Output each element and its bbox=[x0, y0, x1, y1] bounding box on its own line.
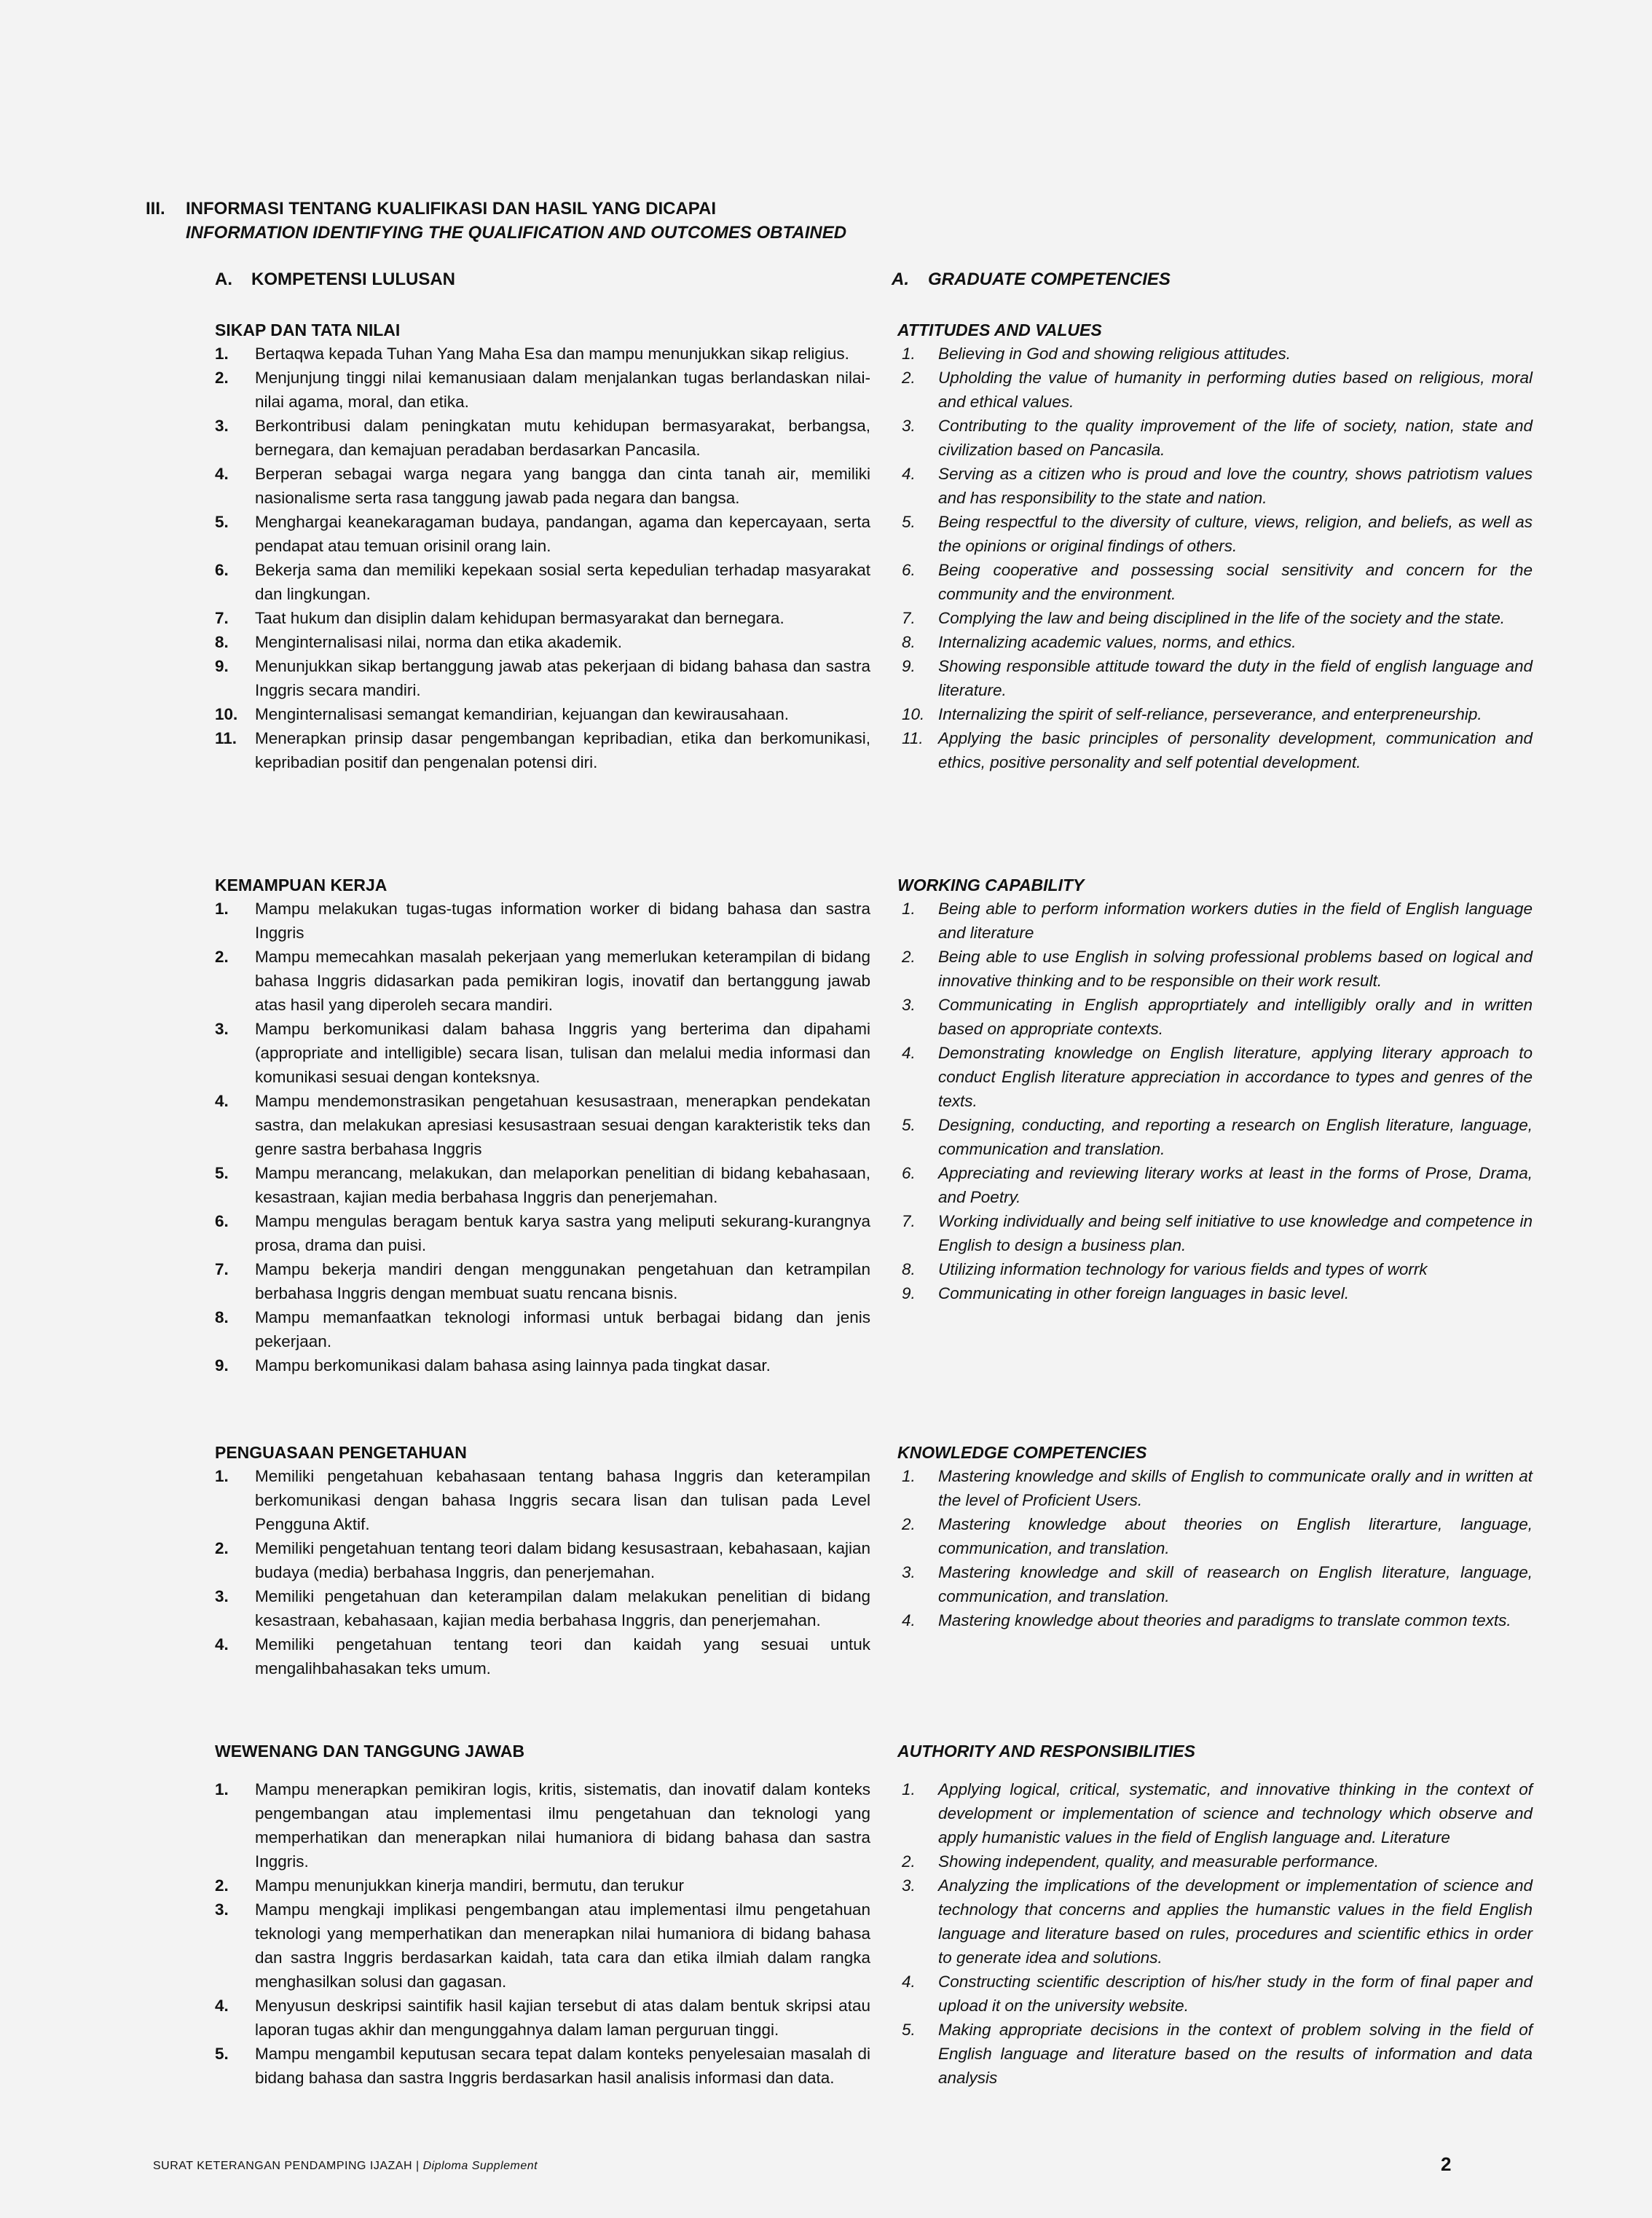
item-text: Memiliki pengetahuan dan keterampilan dalam melakukan penelitian di bidang kesastraan, kebahasaan, kajian media berbahasa Inggris, dan penerjemahan. bbox=[255, 1587, 870, 1629]
item-number: 2. bbox=[902, 369, 916, 387]
working-list bbox=[897, 897, 1533, 1305]
item-number: 5. bbox=[902, 513, 916, 531]
item-number: 4. bbox=[902, 1611, 916, 1629]
authority-title: AUTHORITY AND RESPONSIBILITIES bbox=[897, 1742, 1195, 1761]
item-text: Mampu bekerja mandiri dengan menggunakan pengetahuan dan ketrampilan berbahasa Inggris dengan membuat suatu rencana bisnis. bbox=[255, 1260, 870, 1302]
item-number: 9. bbox=[215, 657, 229, 675]
attitudes-title: ATTITUDES AND VALUES bbox=[897, 320, 1102, 339]
list-item bbox=[215, 510, 870, 558]
list-item bbox=[215, 1536, 870, 1584]
list-item bbox=[215, 1584, 870, 1632]
item-number: 5. bbox=[215, 1164, 229, 1182]
item-text: Working individually and being self initiative to use knowledge and competence in English to design a business plan. bbox=[938, 1212, 1533, 1254]
item-text: Contributing to the quality improvement of the life of society, nation, state and civilization based on Pancasila. bbox=[938, 417, 1533, 459]
item-number: 5. bbox=[902, 1116, 916, 1134]
item-text: Mampu mengulas beragam bentuk karya sastra yang meliputi sekurang-kurangnya prosa, drama dan puisi. bbox=[255, 1212, 870, 1254]
item-text: Utilizing information technology for various fields and types of worrk bbox=[938, 1260, 1428, 1278]
list-item bbox=[215, 558, 870, 606]
list-item bbox=[215, 1161, 870, 1209]
item-text: Menjunjung tinggi nilai kemanusiaan dalam menjalankan tugas berlandaskan nilai-nilai agama, moral, dan etika. bbox=[255, 369, 870, 411]
item-number: 6. bbox=[902, 1164, 916, 1182]
item-number: 4. bbox=[902, 1044, 916, 1062]
kemampuan-list bbox=[215, 897, 870, 1377]
item-text: Upholding the value of humanity in performing duties based on religious, moral and ethical values. bbox=[938, 369, 1533, 411]
item-number: 1. bbox=[902, 345, 916, 363]
item-number: 1. bbox=[215, 1467, 229, 1485]
attitudes-section bbox=[897, 318, 1533, 774]
list-item bbox=[897, 2018, 1533, 2090]
item-text: Mampu merancang, melakukan, dan melaporkan penelitian di bidang kebahasaan, kesastraan, kajian media berbahasa Inggris dan penerjemahan. bbox=[255, 1164, 870, 1206]
list-item bbox=[215, 366, 870, 414]
item-text: Analyzing the implications of the development or implementation of science and technology that concerns and applies the humanstic values in the field English language and literature based on rules, procedures and scientific ethics in order to generate idea and solutions. bbox=[938, 1876, 1533, 1967]
page-number: 2 bbox=[1441, 2153, 1452, 2175]
list-item bbox=[215, 1257, 870, 1305]
list-item bbox=[897, 558, 1533, 606]
list-item bbox=[897, 366, 1533, 414]
list-item bbox=[215, 654, 870, 702]
item-number: 2. bbox=[215, 1539, 229, 1557]
list-item bbox=[897, 1560, 1533, 1608]
item-text: Memiliki pengetahuan tentang teori dalam bidang kesusastraan, kebahasaan, kajian budaya (media) berbahasa Inggris, dan penerjemahan. bbox=[255, 1539, 870, 1581]
item-text: Mampu mengkaji implikasi pengembangan atau implementasi ilmu pengetahuan teknologi yang memperhatikan dan menerapkan nilai humaniora di bidang bahasa dan sastra Inggris berdasarkan kaidah, tata cara dan etika ilmiah dalam rangka menghasilkan solusi dan gagasan. bbox=[255, 1900, 870, 1991]
list-item bbox=[897, 606, 1533, 630]
right-heading-text: GRADUATE COMPETENCIES bbox=[928, 270, 1171, 289]
list-item bbox=[897, 1873, 1533, 1970]
item-number: 9. bbox=[902, 657, 916, 675]
list-item bbox=[897, 510, 1533, 558]
item-number: 4. bbox=[215, 1997, 229, 2015]
pengetahuan-list bbox=[215, 1464, 870, 1680]
item-number: 5. bbox=[215, 2045, 229, 2063]
item-number: 1. bbox=[902, 1467, 916, 1485]
list-item bbox=[215, 1353, 870, 1377]
section-number: III. bbox=[146, 199, 165, 219]
item-number: 5. bbox=[902, 2021, 916, 2039]
list-item bbox=[897, 630, 1533, 654]
wewenang-title: WEWENANG DAN TANGGUNG JAWAB bbox=[215, 1742, 525, 1761]
item-text: Mampu menunjukkan kinerja mandiri, bermutu, dan terukur bbox=[255, 1876, 685, 1895]
list-item bbox=[897, 1777, 1533, 1849]
item-text: Showing responsible attitude toward the duty in the field of english language and literature. bbox=[938, 657, 1533, 699]
list-item bbox=[215, 630, 870, 654]
item-text: Showing independent, quality, and measurable performance. bbox=[938, 1852, 1379, 1871]
item-number: 5. bbox=[215, 513, 229, 531]
item-number: 3. bbox=[215, 417, 229, 435]
item-text: Applying logical, critical, systematic, and innovative thinking in the context of development or implementation of science and technology which observe and apply humanistic values in the field of English language and. Literature bbox=[938, 1780, 1533, 1847]
right-column-heading bbox=[892, 270, 1171, 290]
list-item bbox=[215, 1873, 870, 1898]
list-item bbox=[215, 1632, 870, 1680]
item-number: 10. bbox=[902, 705, 925, 723]
list-item bbox=[215, 945, 870, 1017]
item-number: 3. bbox=[902, 417, 916, 435]
list-item bbox=[897, 462, 1533, 510]
item-text: Menunjukkan sikap bertanggung jawab atas pekerjaan di bidang bahasa dan sastra Inggris secara mandiri. bbox=[255, 657, 870, 699]
list-item bbox=[897, 1281, 1533, 1305]
kemampuan-section bbox=[215, 873, 870, 1377]
footer bbox=[153, 2160, 538, 2173]
item-text: Applying the basic principles of personality development, communication and ethics, positive personality and self potential development. bbox=[938, 729, 1533, 771]
list-item bbox=[215, 414, 870, 462]
list-item bbox=[897, 1257, 1533, 1281]
item-text: Complying the law and being disciplined in the life of the society and the state. bbox=[938, 609, 1505, 627]
item-text: Communicating in English approprtiately and intelligibly orally and in written based on appropriate contexts. bbox=[938, 996, 1533, 1038]
item-number: 9. bbox=[215, 1356, 229, 1375]
item-number: 3. bbox=[215, 1020, 229, 1038]
item-number: 1. bbox=[215, 900, 229, 918]
item-number: 1. bbox=[215, 1780, 229, 1798]
knowledge-title: KNOWLEDGE COMPETENCIES bbox=[897, 1443, 1147, 1462]
list-item bbox=[215, 342, 870, 366]
list-item bbox=[897, 1970, 1533, 2018]
item-number: 1. bbox=[902, 1780, 916, 1798]
item-text: Designing, conducting, and reporting a research on English literature, language, communication and translation. bbox=[938, 1116, 1533, 1158]
item-number: 3. bbox=[215, 1900, 229, 1919]
list-item bbox=[897, 1512, 1533, 1560]
item-number: 7. bbox=[215, 1260, 229, 1278]
section-title-en: INFORMATION IDENTIFYING THE QUALIFICATION AND OUTCOMES OBTAINED bbox=[186, 223, 847, 243]
item-number: 2. bbox=[902, 948, 916, 966]
list-item bbox=[215, 462, 870, 510]
item-text: Mampu memecahkan masalah pekerjaan yang memerlukan keterampilan di bidang bahasa Inggris didasarkan pada pemikiran logis, inovatif dan bertanggung jawab atas hasil yang diperoleh secara mandiri. bbox=[255, 948, 870, 1014]
item-text: Menginternalisasi semangat kemandirian, kejuangan dan kewirausahaan. bbox=[255, 705, 789, 723]
list-item bbox=[897, 342, 1533, 366]
left-column-heading bbox=[215, 270, 455, 290]
right-heading-letter: A. bbox=[892, 270, 909, 289]
item-number: 9. bbox=[902, 1284, 916, 1302]
item-text: Taat hukum dan disiplin dalam kehidupan bermasyarakat dan bernegara. bbox=[255, 609, 784, 627]
item-number: 4. bbox=[215, 1092, 229, 1110]
list-item bbox=[897, 1041, 1533, 1113]
item-text: Mampu berkomunikasi dalam bahasa Inggris yang berterima dan dipahami (appropriate and intelligible) secara lisan, tulisan dan melalui media informasi dan komunikasi sesuai dengan konteksnya. bbox=[255, 1020, 870, 1086]
list-item bbox=[897, 1608, 1533, 1632]
list-item bbox=[215, 1464, 870, 1536]
section-title-id: INFORMASI TENTANG KUALIFIKASI DAN HASIL YANG DICAPAI bbox=[186, 199, 717, 219]
list-item bbox=[215, 1017, 870, 1089]
list-item bbox=[897, 1209, 1533, 1257]
item-number: 2. bbox=[215, 369, 229, 387]
item-text: Menerapkan prinsip dasar pengembangan kepribadian, etika dan berkomunikasi, kepribadian positif dan pengenalan potensi diri. bbox=[255, 729, 870, 771]
list-item bbox=[215, 897, 870, 945]
list-item bbox=[215, 606, 870, 630]
item-text: Mampu mendemonstrasikan pengetahuan kesusastraan, menerapkan pendekatan sastra, dan melakukan apresiasi kesusastraan sesuai dengan karakteristik teks dan genre sastra berbahasa Inggris bbox=[255, 1092, 870, 1158]
item-number: 8. bbox=[215, 633, 229, 651]
item-text: Menginternalisasi nilai, norma dan etika akademik. bbox=[255, 633, 623, 651]
footer-text: SURAT KETERANGAN PENDAMPING IJAZAH | bbox=[153, 2160, 423, 2172]
item-number: 2. bbox=[215, 1876, 229, 1895]
list-item bbox=[897, 1113, 1533, 1161]
list-item bbox=[215, 2042, 870, 2090]
item-text: Bekerja sama dan memiliki kepekaan sosial serta kepedulian terhadap masyarakat dan lingkungan. bbox=[255, 561, 870, 603]
item-text: Believing in God and showing religious attitudes. bbox=[938, 345, 1291, 363]
item-number: 4. bbox=[902, 1973, 916, 1991]
item-text: Mastering knowledge about theories on English literarture, language, communication, and translation. bbox=[938, 1515, 1533, 1557]
item-number: 2. bbox=[902, 1852, 916, 1871]
item-text: Demonstrating knowledge on English literature, applying literary approach to conduct English literature appreciation in accordance to types and genres of the texts. bbox=[938, 1044, 1533, 1110]
list-item bbox=[897, 1849, 1533, 1873]
list-item bbox=[215, 1089, 870, 1161]
item-number: 8. bbox=[215, 1308, 229, 1326]
item-number: 7. bbox=[902, 609, 916, 627]
item-number: 6. bbox=[215, 561, 229, 579]
item-text: Serving as a citizen who is proud and love the country, shows patriotism values and has responsibility to the state and nation. bbox=[938, 465, 1533, 507]
item-text: Bertaqwa kepada Tuhan Yang Maha Esa dan mampu menunjukkan sikap religius. bbox=[255, 345, 849, 363]
item-number: 2. bbox=[215, 948, 229, 966]
item-number: 3. bbox=[215, 1587, 229, 1605]
item-text: Memiliki pengetahuan kebahasaan tentang bahasa Inggris dan keterampilan berkomunikasi dengan bahasa Inggris secara lisan dan tulisan pada Level Pengguna Aktif. bbox=[255, 1467, 870, 1533]
working-title: WORKING CAPABILITY bbox=[897, 876, 1085, 894]
list-item bbox=[215, 1209, 870, 1257]
list-item bbox=[897, 897, 1533, 945]
item-text: Internalizing academic values, norms, and ethics. bbox=[938, 633, 1297, 651]
item-number: 2. bbox=[902, 1515, 916, 1533]
item-number: 1. bbox=[215, 345, 229, 363]
item-number: 8. bbox=[902, 633, 916, 651]
item-text: Constructing scientific description of his/her study in the form of final paper and upload it on the university website. bbox=[938, 1973, 1533, 2015]
item-number: 3. bbox=[902, 1563, 916, 1581]
list-item bbox=[897, 702, 1533, 726]
item-number: 8. bbox=[902, 1260, 916, 1278]
item-number: 11. bbox=[215, 729, 237, 747]
item-text: Memiliki pengetahuan tentang teori dan kaidah yang sesuai untuk mengalihbahasakan teks umum. bbox=[255, 1635, 870, 1678]
item-text: Being able to use English in solving professional problems based on logical and innovative thinking and to be responsible on their work result. bbox=[938, 948, 1533, 990]
pengetahuan-title: PENGUASAAN PENGETAHUAN bbox=[215, 1443, 467, 1462]
item-number: 3. bbox=[902, 996, 916, 1014]
list-item bbox=[215, 1777, 870, 1873]
list-item bbox=[215, 726, 870, 774]
attitudes-list bbox=[897, 342, 1533, 774]
list-item bbox=[897, 1464, 1533, 1512]
item-text: Being able to perform information workers duties in the field of English language and literature bbox=[938, 900, 1533, 942]
pengetahuan-section bbox=[215, 1441, 870, 1680]
footer-text-en: Diploma Supplement bbox=[422, 2160, 538, 2172]
list-item bbox=[215, 1994, 870, 2042]
list-item bbox=[897, 726, 1533, 774]
authority-section bbox=[897, 1739, 1533, 2090]
item-number: 4. bbox=[215, 465, 229, 483]
item-text: Being cooperative and possessing social sensitivity and concern for the community and the environment. bbox=[938, 561, 1533, 603]
list-item bbox=[215, 1898, 870, 1994]
knowledge-list bbox=[897, 1464, 1533, 1632]
item-text: Mampu memanfaatkan teknologi informasi untuk berbagai bidang dan jenis pekerjaan. bbox=[255, 1308, 870, 1350]
item-number: 3. bbox=[902, 1876, 916, 1895]
list-item bbox=[897, 993, 1533, 1041]
item-text: Internalizing the spirit of self-reliance, perseverance, and enterpreneurship. bbox=[938, 705, 1482, 723]
wewenang-list bbox=[215, 1777, 870, 2090]
list-item bbox=[215, 702, 870, 726]
sikap-section bbox=[215, 318, 870, 774]
sikap-list bbox=[215, 342, 870, 774]
left-heading-text: KOMPETENSI LULUSAN bbox=[251, 270, 456, 289]
wewenang-section bbox=[215, 1739, 870, 2090]
working-section bbox=[897, 873, 1533, 1305]
item-text: Berperan sebagai warga negara yang bangga dan cinta tanah air, memiliki nasionalisme serta rasa tanggung jawab pada negara dan bangsa. bbox=[255, 465, 870, 507]
item-number: 1. bbox=[902, 900, 916, 918]
item-text: Communicating in other foreign languages in basic level. bbox=[938, 1284, 1350, 1302]
item-number: 4. bbox=[215, 1635, 229, 1653]
item-text: Mampu melakukan tugas-tugas information worker di bidang bahasa dan sastra Inggris bbox=[255, 900, 870, 942]
sikap-title: SIKAP DAN TATA NILAI bbox=[215, 320, 401, 339]
item-text: Mampu berkomunikasi dalam bahasa asing lainnya pada tingkat dasar. bbox=[255, 1356, 771, 1375]
item-text: Making appropriate decisions in the context of problem solving in the field of English language and literature based on the results of information and data analysis bbox=[938, 2021, 1533, 2087]
knowledge-section bbox=[897, 1441, 1533, 1632]
item-text: Berkontribusi dalam peningkatan mutu kehidupan bermasyarakat, berbangsa, bernegara, dan kemajuan peradaban berdasarkan Pancasila. bbox=[255, 417, 870, 459]
item-text: Mampu menerapkan pemikiran logis, kritis, sistematis, dan inovatif dalam konteks pengembangan atau implementasi ilmu pengetahuan dan teknologi yang memperhatikan dan menerapkan nilai humaniora di bidang bahasa dan sastra Inggris. bbox=[255, 1780, 870, 1871]
item-number: 6. bbox=[215, 1212, 229, 1230]
item-number: 7. bbox=[215, 609, 229, 627]
list-item bbox=[897, 414, 1533, 462]
item-text: Mastering knowledge and skills of English to communicate orally and in written at the level of Proficient Users. bbox=[938, 1467, 1533, 1509]
item-text: Menghargai keanekaragaman budaya, pandangan, agama dan kepercayaan, serta pendapat atau temuan orisinil orang lain. bbox=[255, 513, 870, 555]
list-item bbox=[897, 945, 1533, 993]
item-number: 10. bbox=[215, 705, 238, 723]
item-text: Being respectful to the diversity of culture, views, religion, and beliefs, as well as the opinions or original findings of others. bbox=[938, 513, 1533, 555]
item-number: 7. bbox=[902, 1212, 916, 1230]
item-number: 6. bbox=[902, 561, 916, 579]
item-number: 11. bbox=[902, 729, 924, 747]
item-text: Mampu mengambil keputusan secara tepat dalam konteks penyelesaian masalah di bidang bahasa dan sastra Inggris berdasarkan hasil analisis informasi dan data. bbox=[255, 2045, 870, 2087]
item-text: Menyusun deskripsi saintifik hasil kajian tersebut di atas dalam bentuk skripsi atau laporan tugas akhir dan mengunggahnya dalam laman perguruan tinggi. bbox=[255, 1997, 870, 2039]
item-text: Mastering knowledge and skill of reasearch on English literature, language, communication, and translation. bbox=[938, 1563, 1533, 1605]
left-heading-letter: A. bbox=[215, 270, 232, 289]
list-item bbox=[215, 1305, 870, 1353]
item-text: Appreciating and reviewing literary works at least in the forms of Prose, Drama, and Poetry. bbox=[938, 1164, 1533, 1206]
authority-list bbox=[897, 1777, 1533, 2090]
item-number: 4. bbox=[902, 465, 916, 483]
item-text: Mastering knowledge about theories and paradigms to translate common texts. bbox=[938, 1611, 1511, 1629]
list-item bbox=[897, 1161, 1533, 1209]
kemampuan-title: KEMAMPUAN KERJA bbox=[215, 876, 388, 894]
list-item bbox=[897, 654, 1533, 702]
